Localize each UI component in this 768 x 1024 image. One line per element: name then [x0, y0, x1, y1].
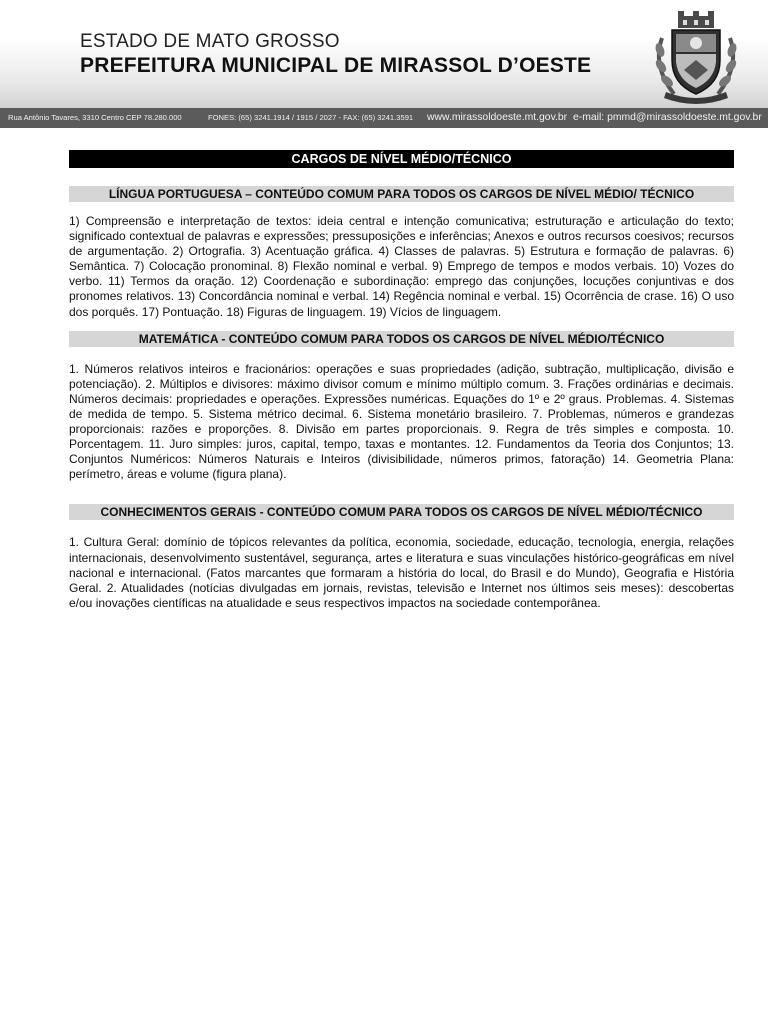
coat-of-arms-icon [648, 8, 744, 104]
section-text-general-knowledge: 1. Cultura Geral: domínio de tópicos relevantes da política, economia, sociedade, educação, tecnologia, energia, relações internacionais, desenvolvimento sustentável, segurança, artes e literatura e suas vinculações histórico-geográficas em nível nacional e internacional. (Fatos marcantes que formaram a história do local, do Brasil e do Mundo), Geografia e História Geral. 2. Atualidades (notícias divulgadas em jornais, revistas, televisão e Internet nos últimos seis meses): descobertas e/ou inovações científicas na atualidade e seus respectivos impactos na sociedade contemporânea. [69, 535, 734, 610]
address-text: Rua Antônio Tavares, 3310 Centro CEP 78.280.000 [8, 113, 182, 122]
letterhead [0, 0, 768, 108]
document-body [69, 150, 734, 611]
document-title: CARGOS DE NÍVEL MÉDIO/TÉCNICO [69, 150, 734, 168]
municipality-name: PREFEITURA MUNICIPAL DE MIRASSOL D’OESTE [80, 54, 592, 77]
section-text-math: 1. Números relativos inteiros e fracionários: operações e suas propriedades (adição, subtração, multiplicação, divisão e potenciação). 2. Múltiplos e divisores: máximo divisor comum e mínimo múltiplo comum. 3. Frações ordinárias e decimais. Números decimais: propriedades e operações. Expressões numéricas. Equações do 1º e 2º graus. Problemas. 4. Sistemas de medida de tempo. 5. Sistema métrico decimal. 6. Sistema monetário brasileiro. 7. Problemas, números e grandezas proporcionais: razões e proporções. 8. Divisão em partes proporcionais. 9. Regra de três simples e composta. 10. Porcentagem. 11. Juro simples: juros, capital, tempo, taxas e montantes. 12. Fundamentos da Teoria dos Conjuntos; 13. Conjuntos Numéricos: Números Naturais e Inteiros (divisibilidade, números primos, fatoração) 14. Geometria Plana: perímetro, áreas e volume (figura plana). [69, 361, 734, 482]
email-link[interactable]: e-mail: pmmd@mirassoldoeste.mt.gov.br [573, 112, 762, 123]
phone-text: FONES: (65) 3241.1914 / 1915 / 2027 - FAX: (65) 3241.3591 [208, 113, 414, 122]
contact-bar [0, 108, 768, 128]
state-name: ESTADO DE MATO GROSSO [80, 31, 340, 52]
website-link[interactable]: www.mirassoldoeste.mt.gov.br [427, 112, 568, 123]
section-text-portuguese: 1) Compreensão e interpretação de textos: ideia central e intenção comunicativa; estruturação e articulação do texto; significado contextual de palavras e expressões; pressuposições e inferências; Anexos e outros recursos coesivos; recursos de argumentação. 2) Ortografia. 3) Acentuação gráfica. 4) Classes de palavras. 5) Estrutura e formação de palavras. 6) Semântica. 7) Colocação pronominal. 8) Flexão nominal e verbal. 9) Emprego de tempos e modos verbais. 10) Vozes do verbo. 11) Termos da oração. 12) Coordenação e subordinação: emprego das conjunções, locuções conjuntivas e dos pronomes relativos. 13) Concordância nominal e verbal. 14) Regência nominal e verbal. 15) Ocorrência de crase. 16) O uso dos porquês. 17) Pontuação. 18) Figuras de linguagem. 19) Vícios de linguagem. [69, 214, 734, 319]
section-heading-portuguese: LÍNGUA PORTUGUESA – CONTEÚDO COMUM PARA TODOS OS CARGOS DE NÍVEL MÉDIO/ TÉCNICO [69, 186, 734, 202]
section-heading-math: MATEMÁTICA - CONTEÚDO COMUM PARA TODOS OS CARGOS DE NÍVEL MÉDIO/TÉCNICO [69, 331, 734, 347]
section-heading-general-knowledge: CONHECIMENTOS GERAIS - CONTEÚDO COMUM PARA TODOS OS CARGOS DE NÍVEL MÉDIO/TÉCNICO [69, 504, 734, 520]
